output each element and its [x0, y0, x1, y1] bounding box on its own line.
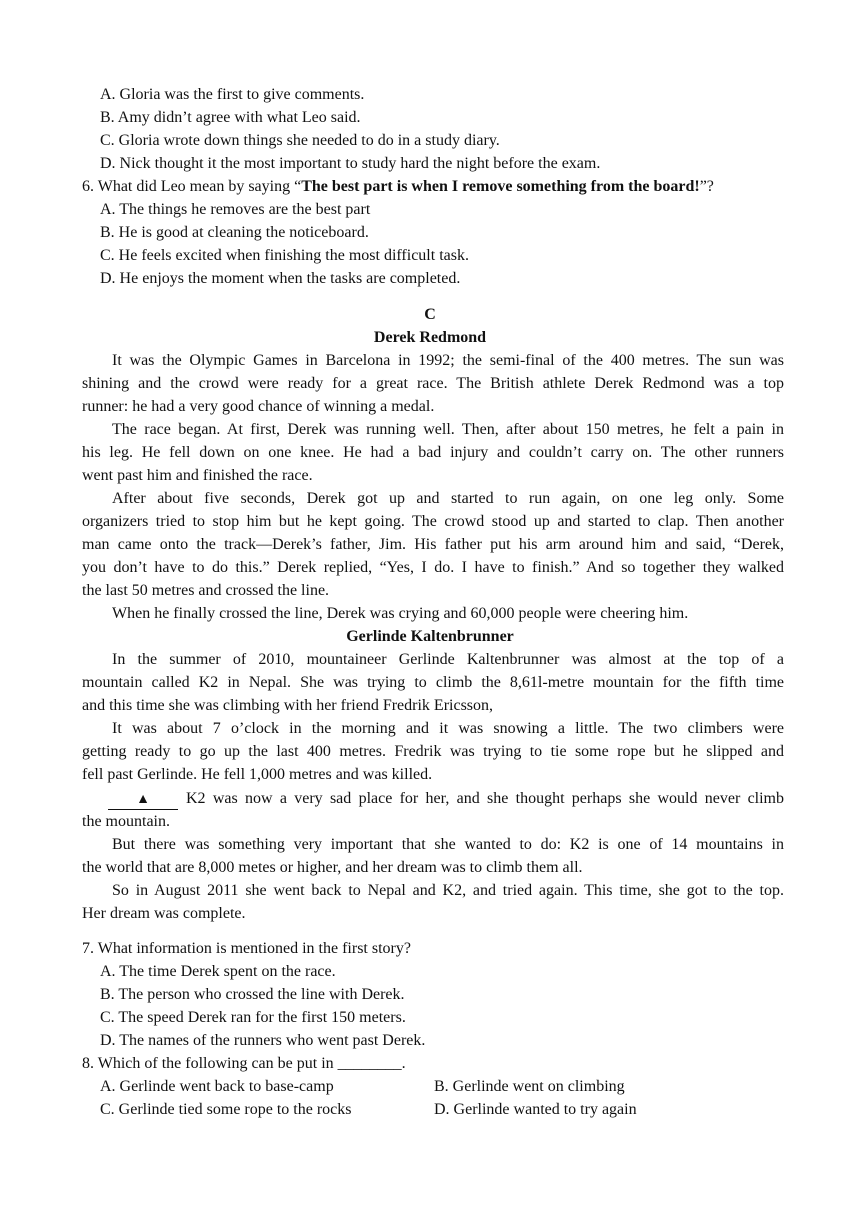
story2-line: and this time she was climbing with her friend Fredrik Ericsson,: [82, 697, 494, 714]
q7-stem: 7. What information is mentioned in the first story?: [82, 940, 411, 957]
story2-line: the world that are 8,000 metes or higher, and her dream was to climb them all.: [82, 859, 583, 876]
story1-line: shining and the crowd were ready for a great race. The British athlete Derek Redmond was a top: [82, 375, 784, 392]
story2-line: fell past Gerlinde. He fell 1,000 metres and was killed.: [82, 766, 433, 783]
q6-option-d: D. He enjoys the moment when the tasks are completed.: [100, 270, 461, 287]
q8-option-c: C. Gerlinde tied some rope to the rocks: [100, 1101, 352, 1118]
story1-line: man came onto the track—Derek’s father, Jim. His father put his arm around him and said, “Derek,: [82, 536, 784, 553]
story1-line: It was the Olympic Games in Barcelona in 1992; the semi-final of the 400 metres. The sun was: [112, 352, 784, 369]
q5-option-c: C. Gloria wrote down things she needed to do in a study diary.: [100, 132, 500, 149]
q6-stem-prefix: 6. What did Leo mean by saying “: [82, 178, 302, 195]
q6-stem: [82, 175, 714, 198]
story2-line: getting ready to go up the last 400 metres. Fredrik was trying to tie some rope but he slipped and: [82, 743, 784, 760]
q6-stem-quote: The best part is when I remove something from the board!: [301, 178, 700, 195]
story1-line: his leg. He fell down on one knee. He had a bad injury and couldn’t carry on. The other runners: [82, 444, 784, 461]
story2-line: It was about 7 o’clock in the morning and it was snowing a little. The two climbers were: [112, 720, 784, 737]
q5-option-a: A. Gloria was the first to give comments.: [100, 86, 365, 103]
q8-option-a: A. Gerlinde went back to base-camp: [100, 1078, 334, 1095]
q7-option-b: B. The person who crossed the line with Derek.: [100, 986, 405, 1003]
story2-line: So in August 2011 she went back to Nepal and K2, and tried again. This time, she got to the top.: [112, 882, 784, 899]
q6-option-c: C. He feels excited when finishing the most difficult task.: [100, 247, 469, 264]
story2-line: K2 was now a very sad place for her, and she thought perhaps she would never climb: [186, 790, 784, 807]
q5-option-b: B. Amy didn’t agree with what Leo said.: [100, 109, 361, 126]
story1-line: The race began. At first, Derek was running well. Then, after about 150 metres, he felt a pain in: [112, 421, 784, 438]
story2-line: the mountain.: [82, 813, 170, 830]
story1-line: runner: he had a very good chance of winning a medal.: [82, 398, 435, 415]
answer-blank: ▲: [108, 791, 178, 810]
story1-line: After about five seconds, Derek got up and started to run again, on one leg only. Some: [112, 490, 784, 507]
q8-stem: 8. Which of the following can be put in ________.: [82, 1055, 406, 1072]
story2-line: But there was something very important that she wanted to do: K2 is one of 14 mountains in: [112, 836, 784, 853]
section-letter: C: [424, 306, 436, 323]
story1-line: went past him and finished the race.: [82, 467, 313, 484]
q7-option-d: D. The names of the runners who went past Derek.: [100, 1032, 426, 1049]
story1-line: organizers tried to stop him but he kept going. The crowd stood up and started to clap. Then another: [82, 513, 784, 530]
story2-title: Gerlinde Kaltenbrunner: [346, 628, 514, 645]
story1-line: When he finally crossed the line, Derek was crying and 60,000 people were cheering him.: [112, 605, 689, 622]
story2-blank-line: [108, 787, 784, 810]
story2-line: Her dream was complete.: [82, 905, 246, 922]
story1-title: Derek Redmond: [373, 329, 487, 346]
q6-option-b: B. He is good at cleaning the noticeboard.: [100, 224, 369, 241]
q6-option-a: A. The things he removes are the best part: [100, 201, 371, 218]
q7-option-c: C. The speed Derek ran for the first 150 meters.: [100, 1009, 406, 1026]
story2-line: In the summer of 2010, mountaineer Gerlinde Kaltenbrunner was almost at the top of a: [112, 651, 784, 668]
story1-line: you don’t have to do this.” Derek replied, “Yes, I do. I have to finish.” And so together they walked: [82, 559, 784, 576]
story1-line: the last 50 metres and crossed the line.: [82, 582, 330, 599]
q7-option-a: A. The time Derek spent on the race.: [100, 963, 336, 980]
q8-option-d: D. Gerlinde wanted to try again: [434, 1101, 637, 1118]
q5-option-d: D. Nick thought it the most important to study hard the night before the exam.: [100, 155, 601, 172]
q8-option-b: B. Gerlinde went on climbing: [434, 1078, 625, 1095]
story2-line: mountain called K2 in Nepal. She was trying to climb the 8,61l-metre mountain for the fifth time: [82, 674, 784, 691]
q6-stem-suffix: ”?: [699, 178, 714, 195]
